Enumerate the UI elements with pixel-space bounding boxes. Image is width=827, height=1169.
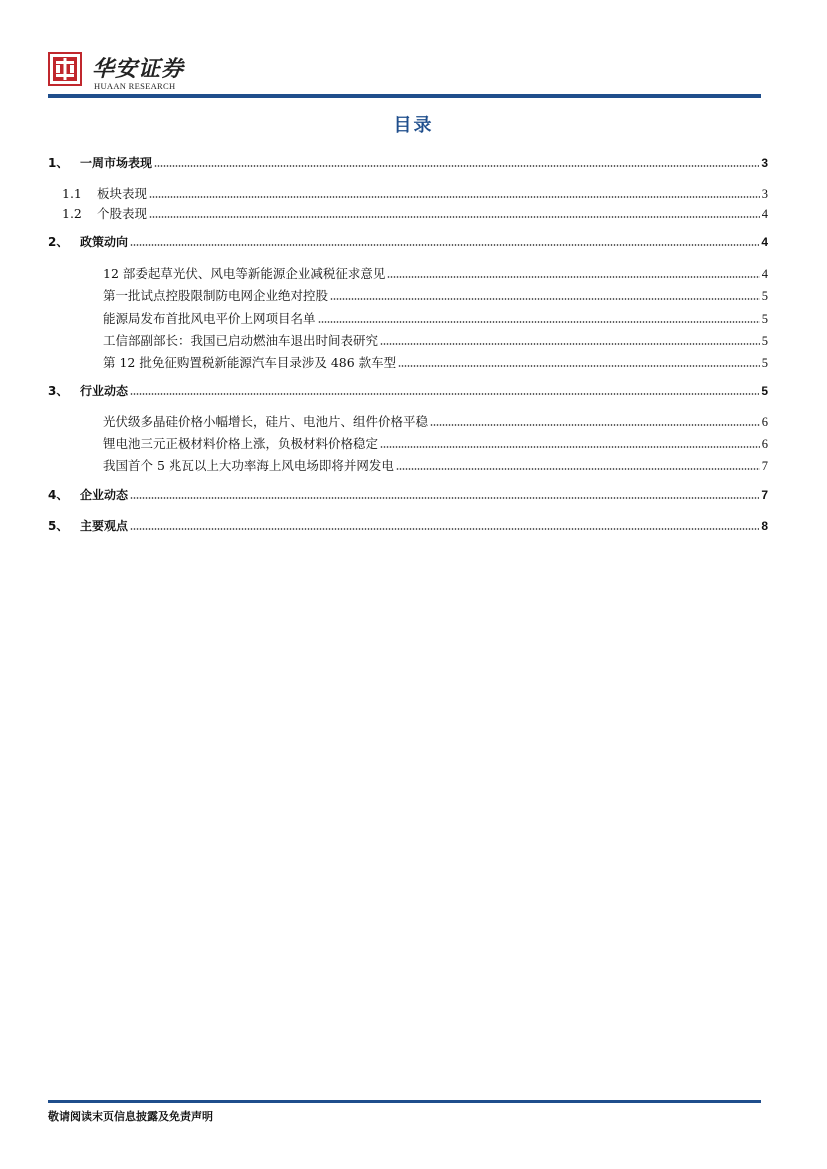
toc-dot-leader — [149, 216, 760, 218]
toc-dot-leader — [380, 446, 760, 448]
toc-entry-label: 政策动向 — [80, 235, 129, 249]
toc-entry[interactable] — [48, 153, 768, 171]
toc-entry[interactable] — [103, 309, 768, 327]
toc-entry-page-number: 8 — [761, 519, 768, 533]
toc-entry[interactable] — [48, 232, 768, 250]
toc-dot-leader — [430, 424, 760, 426]
toc-entry-label: 板块表现 — [97, 186, 148, 201]
toc-entry-page-number: 5 — [761, 312, 768, 326]
toc-entry-page-number: 6 — [761, 437, 768, 451]
toc-entry[interactable] — [48, 485, 768, 503]
toc-dot-leader — [130, 244, 759, 246]
brand-name-cn: 华安证券 — [92, 56, 185, 82]
toc-entry-page-number: 4 — [761, 267, 768, 281]
toc-dot-leader — [380, 343, 760, 345]
toc-entry[interactable] — [103, 456, 768, 474]
toc-entry-label: 行业动态 — [80, 384, 129, 398]
toc-title: 目录 — [393, 115, 434, 136]
toc-entry[interactable] — [62, 184, 768, 202]
toc-dot-leader — [130, 497, 759, 499]
toc-entry-label: 主要观点 — [80, 519, 129, 533]
toc-entry-label: 光伏级多晶硅价格小幅增长，硅片、电池片、组件价格平稳 — [103, 414, 429, 429]
toc-entry[interactable] — [48, 381, 768, 399]
toc-entry-number: 1.2 — [62, 206, 82, 221]
toc-entry-label: 一周市场表现 — [80, 156, 153, 170]
brand-name-en: HUAAN RESEARCH — [94, 81, 176, 91]
toc-entry[interactable] — [62, 204, 768, 222]
toc-dot-leader — [396, 468, 760, 470]
header-rule — [48, 94, 761, 98]
toc-entry-label: 12 部委起草光伏、风电等新能源企业减税征求意见 — [103, 266, 386, 281]
toc-entry[interactable] — [103, 286, 768, 304]
toc-entry-label: 锂电池三元正极材料价格上涨，负极材料价格稳定 — [103, 436, 379, 451]
toc-entry-page-number: 4 — [761, 235, 768, 249]
toc-dot-leader — [130, 528, 759, 530]
toc-entry-label: 企业动态 — [80, 488, 129, 502]
toc-entry-page-number: 5 — [761, 356, 768, 370]
toc-entry-page-number: 5 — [761, 289, 768, 303]
footer-disclaimer: 敬请阅读末页信息披露及免责声明 — [48, 1110, 213, 1123]
toc-entry-number: 1.1 — [62, 186, 82, 201]
toc-entry-page-number: 5 — [761, 384, 768, 398]
huaan-logo-icon — [48, 52, 82, 86]
report-header — [48, 50, 768, 95]
toc-entry-label: 能源局发布首批风电平价上网项目名单 — [103, 311, 316, 326]
toc-entry-page-number: 7 — [761, 488, 768, 502]
toc-entry-page-number: 6 — [761, 415, 768, 429]
toc-dot-leader — [330, 298, 760, 300]
toc-dot-leader — [318, 321, 760, 323]
toc-entry-label: 第 12 批免征购置税新能源汽车目录涉及 486 款车型 — [103, 355, 397, 370]
footer-rule — [48, 1100, 761, 1103]
toc-entry-page-number: 4 — [761, 207, 768, 221]
toc-entry[interactable] — [48, 516, 768, 534]
toc-entry-number: 4、 — [48, 488, 69, 502]
toc-dot-leader — [149, 196, 760, 198]
toc-entry-label: 工信部副部长：我国已启动燃油车退出时间表研究 — [103, 333, 379, 348]
toc-entry[interactable] — [103, 412, 768, 430]
toc-entry-label: 我国首个 5 兆瓦以上大功率海上风电场即将并网发电 — [103, 458, 394, 473]
toc-entry-page-number: 3 — [761, 187, 768, 201]
toc-dot-leader — [398, 365, 760, 367]
toc-entry[interactable] — [103, 331, 768, 349]
toc-dot-leader — [154, 165, 759, 167]
toc-dot-leader — [130, 393, 759, 395]
toc-dot-leader — [387, 276, 759, 278]
toc-entry-label: 个股表现 — [97, 206, 148, 221]
toc-entry-number: 2、 — [48, 235, 69, 249]
toc-entry-page-number: 3 — [761, 156, 768, 170]
toc-entry-number: 1、 — [48, 156, 69, 170]
toc-entry-page-number: 5 — [761, 334, 768, 348]
toc-entry[interactable] — [103, 353, 768, 371]
toc-entry-number: 5、 — [48, 519, 69, 533]
toc-entry[interactable] — [103, 264, 768, 282]
toc-entry[interactable] — [103, 434, 768, 452]
toc-entry-page-number: 7 — [761, 459, 768, 473]
toc-entry-number: 3、 — [48, 384, 69, 398]
toc-entry-label: 第一批试点控股限制防电网企业绝对控股 — [103, 288, 329, 303]
